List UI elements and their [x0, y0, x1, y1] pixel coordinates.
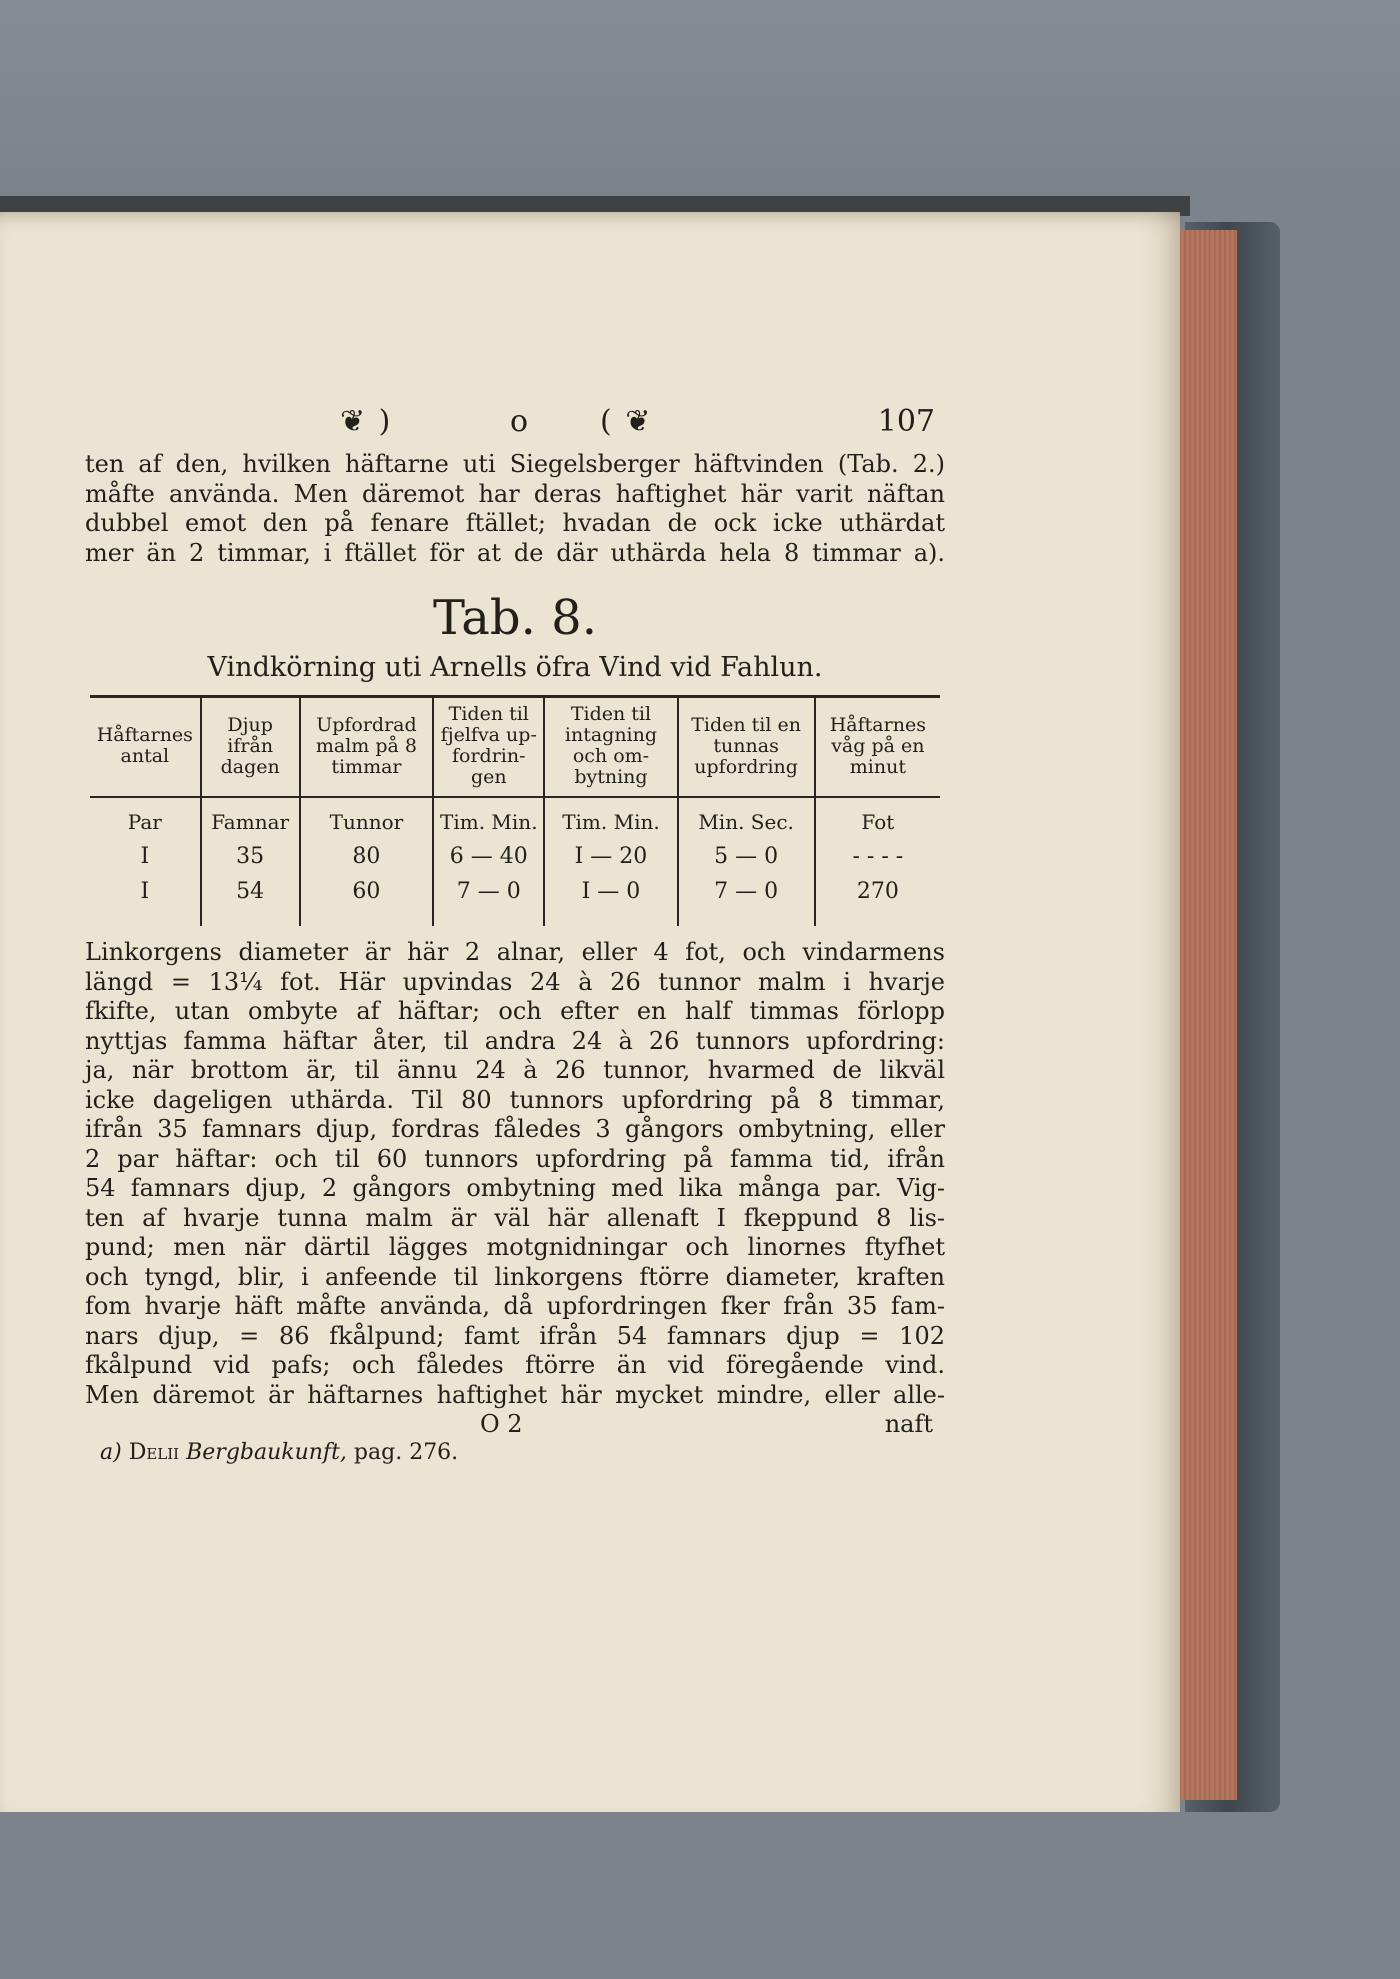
table-row: [90, 874, 940, 926]
column-header: Djup ifrån dagen: [201, 697, 300, 798]
text-line: dubbel emot den på fenare ftället; hvadan de ock icke uthärdat: [85, 509, 945, 537]
table-title: Tab. 8.: [433, 590, 597, 646]
table-cell: I: [140, 844, 150, 869]
footnote-marker: a): [100, 1440, 122, 1465]
text-line: Linkorgens diameter är här 2 alnar, eller 4 fot, och vindarmens: [85, 938, 945, 966]
table-cell: 54: [201, 874, 300, 926]
table-cell: I — 0: [544, 874, 677, 926]
ornament-right-icon: ( ❦: [600, 404, 653, 439]
table-cell: 270: [815, 874, 940, 926]
text-line: fkålpund vid pafs; och fåledes ftörre än vid föregående vind.: [85, 1351, 945, 1379]
text-line: måfte använda. Men däremot har deras haftighet här varit näftan: [85, 479, 945, 508]
unit-cell: Tim. Min.: [433, 797, 544, 839]
column-header: Håftarnes våg på en minut: [815, 697, 940, 798]
ornament-left-icon: ❦ ): [340, 404, 393, 439]
column-header: Tiden til en tunnas upfordring: [678, 697, 815, 798]
table-cell: 7 — 0: [678, 874, 815, 926]
text-line: längd = 13¼ fot. Här upvindas 24 à 26 tunnor malm i hvarje: [85, 967, 945, 996]
running-header: [85, 400, 945, 450]
text-line: och tyngd, blir, i anfeende til linkorgens ftörre diameter, kraften: [85, 1262, 945, 1291]
text-line: nyttjas famma häftar åter, til andra 24 à 26 tunnors upfordring:: [85, 1026, 945, 1055]
ornament-middle-icon: o: [510, 404, 531, 439]
column-header: Tiden til intagning och om-bytning: [544, 697, 677, 798]
text-line: mer än 2 timmar, i ftället för at de där uthärda hela 8 timmar a).: [85, 538, 945, 567]
intro-paragraph: [85, 450, 945, 568]
footnote-pages: pag. 276.: [353, 1440, 459, 1465]
unit-cell: Fot: [815, 797, 940, 839]
table-cell: 80: [300, 839, 433, 874]
text-line: nars djup, = 86 fkålpund; famt ifrån 54 famnars djup = 102: [85, 1321, 945, 1350]
text-line: icke dageligen uthärda. Til 80 tunnors upfordring på 8 timmar,: [85, 1085, 945, 1114]
table-cell: 35: [201, 839, 300, 874]
scan-background: [0, 0, 1400, 200]
text-line: ten af den, hvilken häftarne uti Siegelsberger häftvinden (Tab. 2.): [85, 450, 945, 478]
text-line: 54 famnars djup, 2 gångors ombytning med lika många par. Vig-: [85, 1174, 945, 1202]
data-table: [90, 695, 940, 926]
text-line: fom hvarje häft måfte använda, då upfordringen fker från 35 fam-: [85, 1292, 945, 1320]
signature-line: [85, 1410, 945, 1440]
table-cell: I — 20: [544, 839, 677, 874]
table-cell: 7 — 0: [433, 874, 544, 926]
unit-cell: Tim. Min.: [544, 797, 677, 839]
page-number: 107: [877, 404, 935, 439]
table-cell: I: [140, 879, 150, 904]
unit-cell: Min. Sec.: [678, 797, 815, 839]
text-line: ja, när brottom är, til ännu 24 à 26 tunnor, hvarmed de likväl: [85, 1056, 945, 1084]
text-line: Men däremot är häftarnes haftighet här mycket mindre, eller alle-: [85, 1380, 945, 1409]
column-header: Upfordrad malm på 8 timmar: [300, 697, 433, 798]
unit-cell: Famnar: [201, 797, 300, 839]
footnote-work: Bergbaukunft,: [186, 1440, 347, 1465]
text-line: ifrån 35 famnars djup, fordras fåledes 3 gångors ombytning, eller: [85, 1115, 945, 1143]
table-cell: 6 — 40: [433, 839, 544, 874]
column-header: Tiden til fjelfva up-fordrin-gen: [433, 697, 544, 798]
page-text-block: [85, 400, 945, 1465]
signature-mark: O 2: [480, 1410, 523, 1438]
text-line: pund; men när därtil lägges motgnidningar och linornes ftyfhet: [85, 1233, 945, 1261]
table-cell: - - - -: [815, 839, 940, 874]
table-cell: 60: [300, 874, 433, 926]
body-paragraph: [85, 938, 945, 1410]
footnote-author: Delii: [128, 1440, 180, 1465]
unit-cell: Par: [127, 810, 162, 834]
table-units-row: [90, 797, 940, 839]
text-line: 2 par häftar: och til 60 tunnors upfordring på famma tid, ifrån: [85, 1144, 945, 1173]
text-line: fkifte, utan ombyte af häftar; och efter en half timmas förlopp: [85, 997, 945, 1025]
catchword: naft: [884, 1410, 933, 1438]
table-cell: 5 — 0: [678, 839, 815, 874]
unit-cell: Tunnor: [300, 797, 433, 839]
text-line: ten af hvarje tunna malm är väl här allenaft I fkeppund 8 lis-: [85, 1203, 945, 1232]
table-header-row: [90, 697, 940, 798]
table-row: [90, 839, 940, 874]
table-subtitle: Vindkörning uti Arnells öfra Vind vid Fahlun.: [207, 652, 823, 683]
footnote: [100, 1440, 945, 1465]
column-header: Håftarnes antal: [90, 697, 201, 798]
